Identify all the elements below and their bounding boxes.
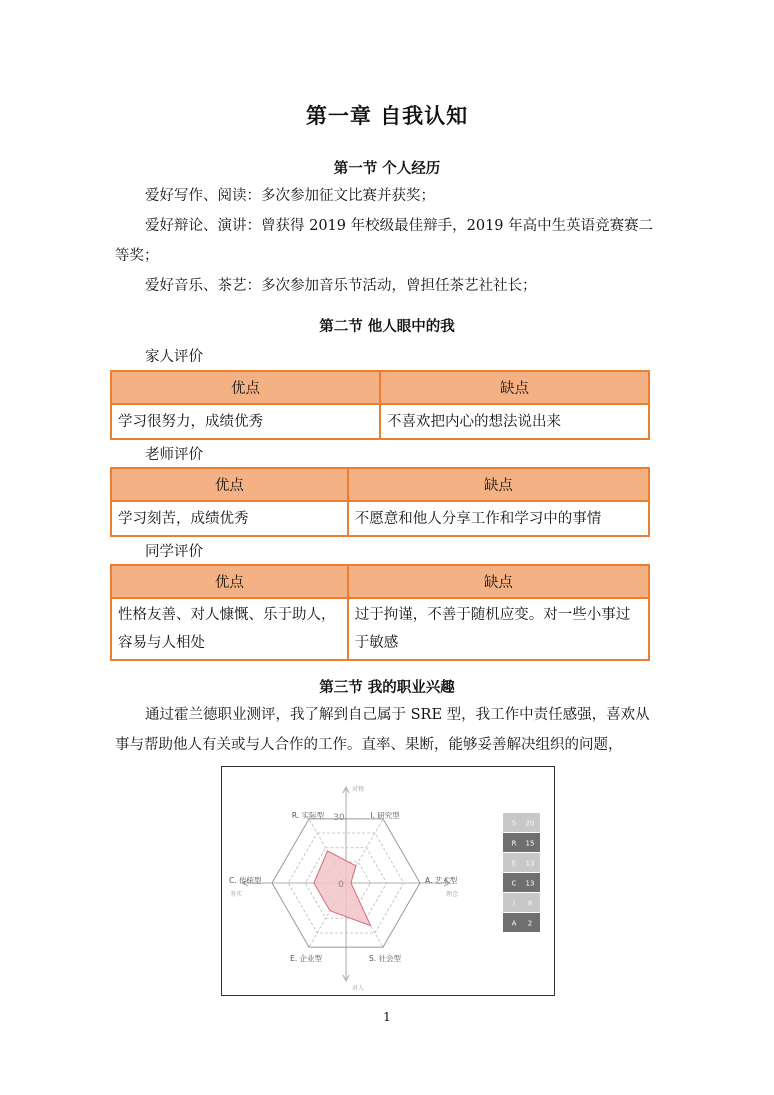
radar-vertex-label-C: C. 传统型 (229, 876, 262, 885)
interest-paragraph (115, 700, 660, 760)
section-title-career-interest: 第三节 我的职业兴趣 (319, 680, 455, 696)
legend-value-A: 2 (527, 919, 533, 928)
classmate-eval-table (110, 564, 650, 661)
classmate-header-pro: 优点 (111, 565, 348, 598)
section-title-experience: 第一节 个人经历 (333, 161, 441, 177)
family-header-pro: 优点 (111, 371, 380, 404)
legend-value-R: 15 (525, 839, 535, 848)
legend-code-R: R (511, 839, 517, 848)
experience-item-3: 爱好音乐、茶艺：多次参加音乐节活动，曾担任茶艺社社长； (145, 278, 537, 294)
radar-scale-max-label: 30 (333, 813, 345, 823)
classmate-pro-cell: 性格友善、对人慷慨、乐于助人，容易与人相处 (111, 598, 348, 660)
axis-left-label: 务实 (230, 891, 243, 898)
experience-item-2-text: 爱好辩论、演讲：曾获得 2019 年校级最佳辩手，2019 年高中生英语竞赛赛二等奖； (115, 218, 654, 264)
legend-value-C: 13 (525, 879, 535, 888)
radar-scale-min-label: 0 (338, 880, 344, 890)
classmate-con-cell: 过于拘谨，不善于随机应变。对一些小事过于敏感 (348, 598, 649, 660)
interest-paragraph-text: 通过霍兰德职业测评，我了解到自己属于 SRE 型，我工作中责任感强，喜欢从事与帮助他人有关或与人合作的工作。直率、果断，能够妥善解决组织的问题， (115, 707, 650, 753)
legend-value-E: 13 (525, 859, 535, 868)
legend-code-I: I (512, 899, 516, 908)
radar-vertex-label-A: A. 艺术型 (425, 876, 458, 885)
teacher-header-pro: 优点 (111, 468, 348, 501)
radar-chart (222, 767, 554, 995)
radar-vertex-label-E: E. 企业型 (289, 954, 323, 963)
holland-radar-figure (221, 766, 555, 996)
legend-code-A: A (511, 919, 517, 928)
axis-bottom-label: 对人 (352, 985, 365, 992)
chapter-title: 第一章 自我认知 (305, 104, 469, 128)
legend-code-E: E (511, 859, 517, 868)
axis-right-label: 理念 (446, 891, 459, 898)
teacher-header-con: 缺点 (348, 468, 649, 501)
legend-code-S: S (511, 819, 517, 828)
legend-box-I (503, 893, 540, 912)
teacher-con-cell: 不愿意和他人分享工作和学习中的事情 (348, 501, 649, 536)
section-title-others-view: 第二节 他人眼中的我 (319, 319, 455, 335)
experience-item-2 (115, 211, 660, 271)
legend-value-I: 8 (527, 899, 533, 908)
family-eval-table (110, 370, 650, 440)
axis-top-label: 对物 (352, 786, 365, 793)
radar-vertex-label-S: S. 社会型 (368, 954, 402, 963)
family-eval-label: 家人评价 (145, 349, 203, 365)
radar-vertex-label-I: I. 研究型 (370, 811, 400, 820)
teacher-eval-table (110, 467, 650, 537)
family-pro-cell: 学习很努力，成绩优秀 (111, 404, 380, 439)
page-number: 1 (383, 1010, 391, 1024)
legend-box-A (503, 913, 540, 932)
classmate-header-con: 缺点 (348, 565, 649, 598)
legend-code-C: C (511, 879, 517, 888)
classmate-eval-label: 同学评价 (145, 544, 203, 560)
experience-item-1: 爱好写作、阅读：多次参加征文比赛并获奖； (145, 188, 435, 204)
teacher-pro-cell: 学习刻苦，成绩优秀 (111, 501, 348, 536)
teacher-eval-label: 老师评价 (145, 447, 203, 463)
legend-value-S: 20 (525, 819, 535, 828)
family-header-con: 缺点 (380, 371, 649, 404)
family-con-cell: 不喜欢把内心的想法说出来 (380, 404, 649, 439)
radar-vertex-label-R: R. 实际型 (291, 811, 325, 820)
